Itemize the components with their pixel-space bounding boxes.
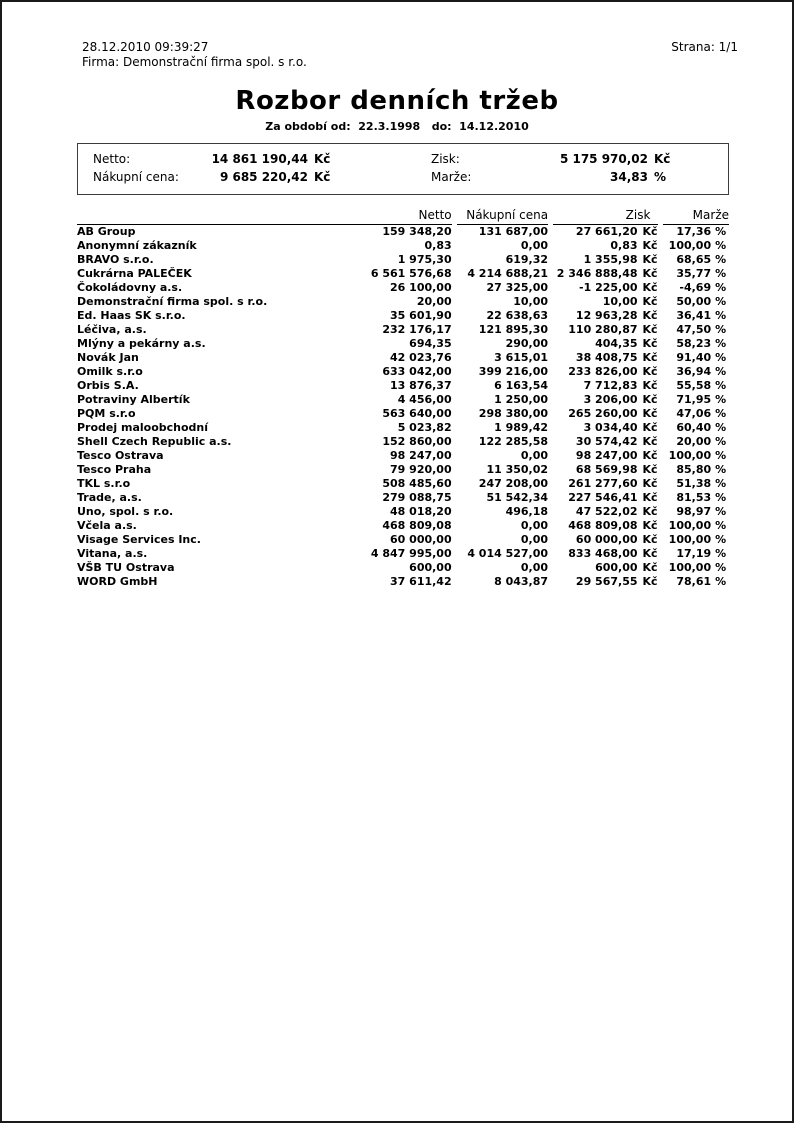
zisk-cell: 3 034,40	[583, 421, 638, 434]
nakupni-cell: 298 380,00	[478, 407, 549, 420]
marze-unit: %	[715, 407, 727, 420]
zisk-cell: 30 574,42	[575, 435, 638, 448]
page-number: Strana: 1/1	[671, 40, 738, 54]
marze-total: 34,83	[610, 170, 648, 184]
netto-cell: 633 042,00	[382, 365, 452, 378]
zisk-unit: Kč	[642, 477, 658, 490]
netto-cell: 508 485,60	[382, 477, 452, 490]
zisk-unit: Kč	[642, 533, 658, 546]
zisk-unit: Kč	[642, 491, 658, 504]
zisk-cell: 98 247,00	[575, 449, 638, 462]
column-header-zisk: Zisk	[553, 209, 658, 225]
marze-cell: 55,58	[676, 379, 712, 392]
zisk-unit: Kč	[642, 435, 658, 448]
netto-cell: 98 247,00	[390, 449, 452, 462]
netto-cell: 60 000,00	[390, 533, 452, 546]
marze-unit: %	[715, 295, 727, 308]
column-header-name	[77, 209, 357, 225]
marze-unit: %	[715, 351, 727, 364]
marze-label: Marže:	[431, 170, 472, 184]
zisk-cell: 233 826,00	[568, 365, 638, 378]
zisk-cell: 600,00	[595, 561, 638, 574]
zisk-unit: Kč	[642, 421, 658, 434]
marze-unit: %	[715, 365, 727, 378]
customer-name: Visage Services Inc.	[77, 533, 201, 546]
table-row	[77, 421, 729, 435]
netto-cell: 37 611,42	[390, 575, 452, 588]
zisk-unit: Kč	[642, 225, 658, 238]
nakupni-cell: 0,00	[520, 561, 549, 574]
marze-cell: 85,80	[676, 463, 712, 476]
table-row	[77, 561, 729, 575]
table-row	[77, 435, 729, 449]
table-row	[77, 225, 729, 239]
marze-unit: %	[715, 547, 727, 560]
report-header	[82, 40, 738, 70]
marze-unit: %	[715, 267, 727, 280]
zisk-cell: 0,83	[610, 239, 638, 252]
nakupni-cell: 619,32	[505, 253, 549, 266]
marze-unit: %	[654, 170, 667, 184]
zisk-cell: 1 355,98	[583, 253, 638, 266]
zisk-unit: Kč	[642, 365, 658, 378]
customer-name: Potraviny Albertík	[77, 393, 190, 406]
column-header-nakupni: Nákupní cena	[457, 209, 548, 225]
netto-cell: 13 876,37	[390, 379, 452, 392]
table-row	[77, 351, 729, 365]
customer-name: Tesco Ostrava	[77, 449, 164, 462]
nakupni-cell: 51 542,34	[486, 491, 549, 504]
table-row	[77, 309, 729, 323]
zisk-cell: 2 346 888,48	[556, 267, 638, 280]
nakupni-label: Nákupní cena:	[93, 170, 179, 184]
zisk-cell: 265 260,00	[568, 407, 638, 420]
marze-cell: 47,06	[676, 407, 712, 420]
sales-table-body	[77, 225, 729, 589]
nakupni-cell: 27 325,00	[486, 281, 549, 294]
marze-cell: 100,00	[668, 239, 712, 252]
zisk-unit: Kč	[642, 561, 658, 574]
zisk-cell: 110 280,87	[568, 323, 638, 336]
table-row	[77, 463, 729, 477]
table-row	[77, 477, 729, 491]
table-row	[77, 533, 729, 547]
nakupni-cell: 4 214 688,21	[467, 267, 549, 280]
column-header-marze: Marže	[663, 209, 729, 225]
customer-name: Tesco Praha	[77, 463, 152, 476]
marze-unit: %	[715, 561, 727, 574]
report-period: Za období od: 22.3.1998 do: 14.12.2010	[265, 120, 529, 133]
zisk-unit: Kč	[654, 152, 671, 166]
netto-cell: 4 456,00	[397, 393, 452, 406]
zisk-unit: Kč	[642, 309, 658, 322]
zisk-unit: Kč	[642, 547, 658, 560]
marze-cell: 98,97	[676, 505, 712, 518]
zisk-unit: Kč	[642, 239, 658, 252]
marze-unit: %	[715, 379, 727, 392]
nakupni-cell: 4 014 527,00	[467, 547, 549, 560]
netto-cell: 26 100,00	[390, 281, 452, 294]
zisk-cell: 3 206,00	[583, 393, 638, 406]
marze-unit: %	[715, 323, 727, 336]
marze-cell: 47,50	[676, 323, 712, 336]
customer-name: Anonymní zákazník	[77, 239, 197, 252]
marze-unit: %	[715, 435, 727, 448]
marze-cell: 58,23	[676, 337, 712, 350]
customer-name: BRAVO s.r.o.	[77, 253, 154, 266]
sales-table-header	[77, 209, 729, 225]
customer-name: Demonstrační firma spol. s r.o.	[77, 295, 268, 308]
table-row	[77, 267, 729, 281]
netto-cell: 6 561 576,68	[370, 267, 452, 280]
zisk-unit: Kč	[642, 295, 658, 308]
marze-unit: %	[715, 533, 727, 546]
marze-cell: 17,36	[676, 225, 712, 238]
column-header-netto: Netto	[357, 209, 451, 225]
marze-unit: %	[715, 519, 727, 532]
nakupni-cell: 6 163,54	[494, 379, 549, 392]
customer-name: TKL s.r.o	[77, 477, 131, 490]
customer-name: Mlýny a pekárny a.s.	[77, 337, 206, 350]
zisk-unit: Kč	[642, 505, 658, 518]
netto-cell: 694,35	[409, 337, 452, 350]
zisk-cell: 468 809,08	[568, 519, 638, 532]
nakupni-cell: 399 216,00	[478, 365, 549, 378]
marze-cell: 60,40	[676, 421, 712, 434]
customer-name: Prodej maloobchodní	[77, 421, 209, 434]
customer-name: Čokoládovny a.s.	[77, 281, 183, 294]
zisk-label: Zisk:	[431, 152, 460, 166]
zisk-cell: 68 569,98	[575, 463, 638, 476]
table-row	[77, 253, 729, 267]
marze-unit: %	[715, 477, 727, 490]
sales-table	[77, 209, 729, 589]
netto-cell: 600,00	[409, 561, 452, 574]
marze-unit: %	[715, 337, 727, 350]
table-row	[77, 379, 729, 393]
zisk-cell: 10,00	[602, 295, 638, 308]
netto-label: Netto:	[93, 152, 131, 166]
zisk-unit: Kč	[642, 407, 658, 420]
marze-unit: %	[715, 449, 727, 462]
nakupni-total: 9 685 220,42	[219, 170, 308, 184]
table-row	[77, 519, 729, 533]
marze-cell: 36,41	[676, 309, 712, 322]
nakupni-cell: 1 989,42	[494, 421, 549, 434]
zisk-unit: Kč	[642, 575, 658, 588]
netto-cell: 5 023,82	[397, 421, 452, 434]
nakupni-cell: 122 285,58	[478, 435, 549, 448]
nakupni-cell: 290,00	[505, 337, 549, 350]
table-row	[77, 365, 729, 379]
marze-cell: -4,69	[679, 281, 712, 294]
zisk-cell: 47 522,02	[575, 505, 638, 518]
zisk-unit: Kč	[642, 393, 658, 406]
nakupni-cell: 1 250,00	[494, 393, 549, 406]
zisk-cell: 833 468,00	[568, 547, 638, 560]
summary-row-1	[93, 150, 673, 168]
customer-name: Vitana, a.s.	[77, 547, 148, 560]
company-line: Firma: Demonstrační firma spol. s r.o.	[82, 55, 307, 69]
nakupni-cell: 247 208,00	[478, 477, 549, 490]
zisk-cell: 404,35	[595, 337, 638, 350]
zisk-cell: 12 963,28	[575, 309, 638, 322]
customer-name: Včela a.s.	[77, 519, 137, 532]
zisk-total: 5 175 970,02	[559, 152, 648, 166]
marze-cell: 50,00	[676, 295, 712, 308]
netto-cell: 0,83	[424, 239, 452, 252]
nakupni-cell: 0,00	[520, 519, 549, 532]
table-row	[77, 407, 729, 421]
marze-cell: 100,00	[668, 449, 712, 462]
table-row	[77, 575, 729, 589]
netto-cell: 48 018,20	[390, 505, 452, 518]
marze-cell: 91,40	[676, 351, 712, 364]
nakupni-cell: 8 043,87	[494, 575, 549, 588]
table-row	[77, 337, 729, 351]
zisk-cell: 38 408,75	[575, 351, 638, 364]
customer-name: Trade, a.s.	[77, 491, 142, 504]
marze-unit: %	[715, 421, 727, 434]
zisk-unit: Kč	[642, 519, 658, 532]
nakupni-cell: 121 895,30	[478, 323, 549, 336]
marze-unit: %	[715, 575, 727, 588]
marze-cell: 100,00	[668, 561, 712, 574]
nakupni-cell: 0,00	[520, 533, 549, 546]
marze-cell: 100,00	[668, 519, 712, 532]
netto-cell: 79 920,00	[390, 463, 452, 476]
nakupni-cell: 3 615,01	[494, 351, 549, 364]
marze-cell: 20,00	[676, 435, 712, 448]
zisk-unit: Kč	[642, 351, 658, 364]
zisk-cell: 29 567,55	[575, 575, 638, 588]
nakupni-cell: 11 350,02	[486, 463, 549, 476]
netto-cell: 468 809,08	[382, 519, 452, 532]
netto-cell: 279 088,75	[382, 491, 452, 504]
customer-name: Uno, spol. s r.o.	[77, 505, 174, 518]
marze-unit: %	[715, 281, 727, 294]
customer-name: Omilk s.r.o	[77, 365, 143, 378]
netto-unit: Kč	[314, 152, 331, 166]
print-timestamp: 28.12.2010 09:39:27	[82, 40, 209, 54]
zisk-unit: Kč	[642, 253, 658, 266]
netto-total: 14 861 190,44	[211, 152, 308, 166]
marze-unit: %	[715, 253, 727, 266]
table-row	[77, 239, 729, 253]
nakupni-cell: 22 638,63	[486, 309, 549, 322]
report-title: Rozbor denních tržeb	[235, 86, 559, 116]
marze-unit: %	[715, 393, 727, 406]
customer-name: Léčiva, a.s.	[77, 323, 147, 336]
marze-cell: 71,95	[676, 393, 712, 406]
zisk-unit: Kč	[642, 449, 658, 462]
table-row	[77, 505, 729, 519]
zisk-unit: Kč	[642, 267, 658, 280]
zisk-cell: 227 546,41	[568, 491, 638, 504]
customer-name: Orbis S.A.	[77, 379, 139, 392]
netto-cell: 563 640,00	[382, 407, 452, 420]
table-row	[77, 281, 729, 295]
summary-box	[77, 143, 729, 195]
netto-cell: 20,00	[416, 295, 452, 308]
customer-name: Ed. Haas SK s.r.o.	[77, 309, 186, 322]
zisk-cell: -1 225,00	[579, 281, 638, 294]
marze-unit: %	[715, 463, 727, 476]
customer-name: PQM s.r.o	[77, 407, 136, 420]
table-row	[77, 323, 729, 337]
netto-cell: 4 847 995,00	[370, 547, 452, 560]
customer-name: Novák Jan	[77, 351, 139, 364]
marze-cell: 35,77	[676, 267, 712, 280]
marze-unit: %	[715, 239, 727, 252]
zisk-unit: Kč	[642, 281, 658, 294]
summary-row-2	[93, 168, 673, 186]
marze-cell: 81,53	[676, 491, 712, 504]
marze-cell: 78,61	[676, 575, 712, 588]
netto-cell: 1 975,30	[397, 253, 452, 266]
table-row	[77, 449, 729, 463]
table-row	[77, 547, 729, 561]
nakupni-cell: 496,18	[505, 505, 549, 518]
zisk-cell: 261 277,60	[568, 477, 638, 490]
customer-name: Shell Czech Republic a.s.	[77, 435, 232, 448]
customer-name: AB Group	[77, 225, 136, 238]
marze-cell: 68,65	[676, 253, 712, 266]
zisk-unit: Kč	[642, 463, 658, 476]
zisk-unit: Kč	[642, 379, 658, 392]
netto-cell: 35 601,90	[390, 309, 452, 322]
netto-cell: 232 176,17	[382, 323, 452, 336]
table-row	[77, 393, 729, 407]
netto-cell: 42 023,76	[390, 351, 452, 364]
marze-unit: %	[715, 225, 727, 238]
nakupni-cell: 10,00	[513, 295, 549, 308]
zisk-unit: Kč	[642, 323, 658, 336]
table-row	[77, 295, 729, 309]
nakupni-cell: 131 687,00	[478, 225, 549, 238]
marze-unit: %	[715, 491, 727, 504]
marze-unit: %	[715, 505, 727, 518]
zisk-cell: 7 712,83	[583, 379, 638, 392]
marze-cell: 100,00	[668, 533, 712, 546]
customer-name: WORD GmbH	[77, 575, 158, 588]
table-row	[77, 491, 729, 505]
netto-cell: 152 860,00	[382, 435, 452, 448]
netto-cell: 159 348,20	[382, 225, 452, 238]
header-left	[82, 40, 307, 70]
nakupni-cell: 0,00	[520, 239, 549, 252]
nakupni-cell: 0,00	[520, 449, 549, 462]
marze-cell: 51,38	[676, 477, 712, 490]
marze-cell: 17,19	[676, 547, 712, 560]
zisk-cell: 27 661,20	[575, 225, 638, 238]
zisk-cell: 60 000,00	[575, 533, 638, 546]
marze-cell: 36,94	[676, 365, 712, 378]
zisk-unit: Kč	[642, 337, 658, 350]
customer-name: Cukrárna PALEČEK	[77, 267, 192, 280]
customer-name: VŠB TU Ostrava	[77, 561, 175, 574]
nakupni-unit: Kč	[314, 170, 331, 184]
marze-unit: %	[715, 309, 727, 322]
